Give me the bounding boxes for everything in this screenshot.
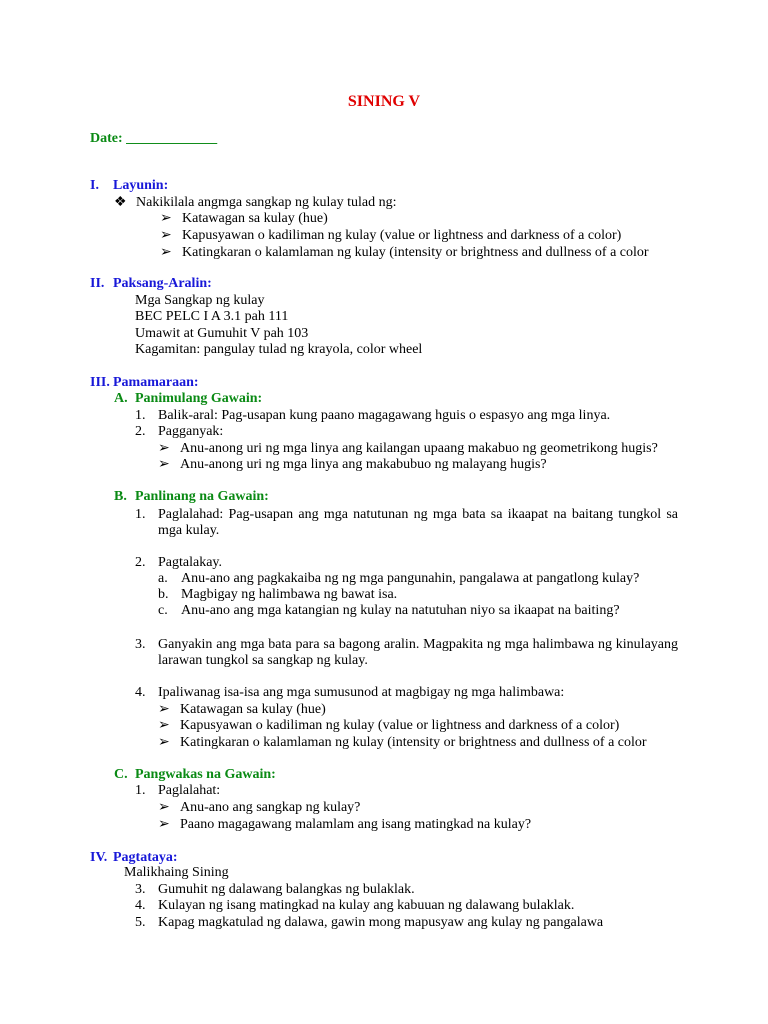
item-number: 3. [135, 882, 146, 897]
section-3-heading [90, 375, 199, 391]
section-1-item [160, 245, 649, 261]
subsection-c-title: Pangwakas na Gawain: [135, 767, 276, 782]
arrow-bullet-icon: ➢ [158, 457, 170, 472]
subsection-c-heading [114, 767, 276, 783]
section-3-number: III. [90, 375, 110, 390]
arrow-bullet-icon: ➢ [158, 718, 170, 733]
subsection-b-item-text: Paglalahad: Pag-usapan ang mga natutunan ng mga bata sa ikaapat na baitang tungkol sa mga kulay. [158, 507, 678, 538]
arrow-bullet-icon: ➢ [158, 702, 170, 717]
item-text: Kapag magkatulad ng dalawa, gawin mong mapusyaw ang kulay ng pangalawa [158, 915, 604, 930]
section-4-number: IV. [90, 850, 108, 865]
section-2-heading [90, 276, 212, 292]
subsection-c-subitem [158, 817, 531, 833]
subsection-a-heading [114, 391, 262, 407]
subsection-b-subitem [158, 571, 639, 587]
subsection-b-subitem [158, 603, 620, 619]
section-2-line: Umawit at Gumuhit V pah 103 [135, 326, 309, 341]
section-1-intro [114, 195, 397, 211]
arrow-bullet-icon: ➢ [160, 245, 172, 260]
section-1-title: Layunin: [113, 178, 169, 193]
section-2-title: Paksang-Aralin: [113, 276, 212, 291]
subsection-a-subitem [158, 441, 658, 457]
item-text: Pagganyak: [158, 424, 224, 439]
section-3-title: Pamamaraan: [113, 375, 199, 390]
subitem-text: Anu-ano ang pagkakaiba ng ng mga pangunahin, pangalawa at pangatlong kulay? [181, 571, 640, 586]
section-1-intro-text: Nakikilala angmga sangkap ng kulay tulad ng: [136, 195, 397, 210]
item-text: Paglalahat: [158, 783, 221, 798]
subsection-b-subitem [158, 718, 619, 734]
arrow-bullet-icon: ➢ [158, 441, 170, 456]
item-text: Pagtalakay. [158, 555, 223, 570]
section-1-item [160, 228, 621, 244]
item-number: 2. [135, 424, 146, 439]
subsection-c-subitem [158, 800, 360, 816]
date-label: Date: [90, 131, 123, 146]
subsection-b-subitem [158, 735, 647, 751]
section-2-line: BEC PELC I A 3.1 pah 111 [135, 309, 289, 324]
subitem-text: Anu-ano ang mga katangian ng kulay na natutuhan niyo sa ikaapat na baiting? [181, 603, 620, 618]
subitem-text: Anu-anong uri ng mga linya ang makabubuo ng malayang hugis? [180, 457, 547, 472]
subitem-text: Katingkaran o kalamlaman ng kulay (intensity or brightness and dullness of a color [180, 735, 647, 750]
section-2-line: Mga Sangkap ng kulay [135, 293, 265, 308]
section-4-title: Pagtataya: [113, 850, 178, 865]
arrow-bullet-icon: ➢ [160, 211, 172, 226]
subsection-b-item-number: 1. [135, 507, 146, 522]
section-1-item-text: Katingkaran o kalamlaman ng kulay (intensity or brightness and dullness of a color [182, 245, 649, 260]
item-number: 2. [135, 555, 146, 570]
section-4-item [135, 882, 415, 898]
subsection-b-item-text: Ganyakin ang mga bata para sa bagong aralin. Magpakita ng mga halimbawa ng kinulayang larawan tungkol sa sangkap ng kulay. [158, 637, 678, 668]
subsection-c-item [135, 783, 220, 799]
subsection-a-subitem [158, 457, 547, 473]
subitem-letter: c. [158, 603, 168, 618]
section-1-item [160, 211, 328, 227]
section-4-item [135, 898, 574, 914]
subsection-b-subitem [158, 702, 326, 718]
subsection-b-item-number: 3. [135, 637, 146, 652]
section-4-heading [90, 850, 178, 866]
subitem-letter: a. [158, 571, 168, 586]
subitem-letter: b. [158, 587, 169, 602]
arrow-bullet-icon: ➢ [158, 800, 170, 815]
subsection-b-subitem [158, 587, 397, 603]
subsection-c-letter: C. [114, 767, 128, 782]
date-blank: _____________ [126, 131, 218, 146]
subitem-text: Anu-anong uri ng mga linya ang kailangan upaang makabuo ng geometrikong hugis? [180, 441, 658, 456]
subitem-text: Kapusyawan o kadiliman ng kulay (value or lightness and darkness of a color) [180, 718, 620, 733]
item-number: 4. [135, 685, 146, 700]
item-number: 5. [135, 915, 146, 930]
arrow-bullet-icon: ➢ [158, 817, 170, 832]
subsection-a-title: Panimulang Gawain: [135, 391, 263, 406]
section-1-item-text: Kapusyawan o kadiliman ng kulay (value or lightness and darkness of a color) [182, 228, 622, 243]
section-1-number: I. [90, 178, 99, 193]
subsection-b-letter: B. [114, 489, 127, 504]
date-line [90, 131, 217, 147]
subsection-a-item [135, 424, 223, 440]
section-1-heading [90, 178, 168, 194]
item-text: Kulayan ng isang matingkad na kulay ang kabuuan ng dalawang bulaklak. [158, 898, 575, 913]
item-text: Balik-aral: Pag-usapan kung paano magagawang hguis o espasyo ang mga linya. [158, 408, 611, 423]
item-text: Ipaliwanag isa-isa ang mga sumusunod at magbigay ng mga halimbawa: [158, 685, 565, 700]
subsection-b-item [135, 685, 564, 701]
section-4-subtitle: Malikhaing Sining [124, 865, 229, 880]
item-text: Gumuhit ng dalawang balangkas ng bulaklak. [158, 882, 415, 897]
subitem-text: Paano magagawang malamlam ang isang matingkad na kulay? [180, 817, 532, 832]
item-number: 1. [135, 408, 146, 423]
diamond-bullet-icon: ❖ [114, 195, 127, 210]
subsection-b-title: Panlinang na Gawain: [135, 489, 269, 504]
section-2-line: Kagamitan: pangulay tulad ng krayola, color wheel [135, 342, 423, 357]
item-number: 4. [135, 898, 146, 913]
subitem-text: Anu-ano ang sangkap ng kulay? [180, 800, 361, 815]
subitem-text: Katawagan sa kulay (hue) [180, 702, 326, 717]
arrow-bullet-icon: ➢ [160, 228, 172, 243]
page-title: SINING V [347, 93, 421, 110]
section-1-item-text: Katawagan sa kulay (hue) [182, 211, 328, 226]
subsection-a-letter: A. [114, 391, 128, 406]
section-4-item [135, 915, 603, 931]
item-number: 1. [135, 783, 146, 798]
section-2-number: II. [90, 276, 105, 291]
subsection-b-item [135, 555, 222, 571]
subitem-text: Magbigay ng halimbawa ng bawat isa. [181, 587, 398, 602]
subsection-a-item [135, 408, 610, 424]
arrow-bullet-icon: ➢ [158, 735, 170, 750]
subsection-b-heading [114, 489, 269, 505]
